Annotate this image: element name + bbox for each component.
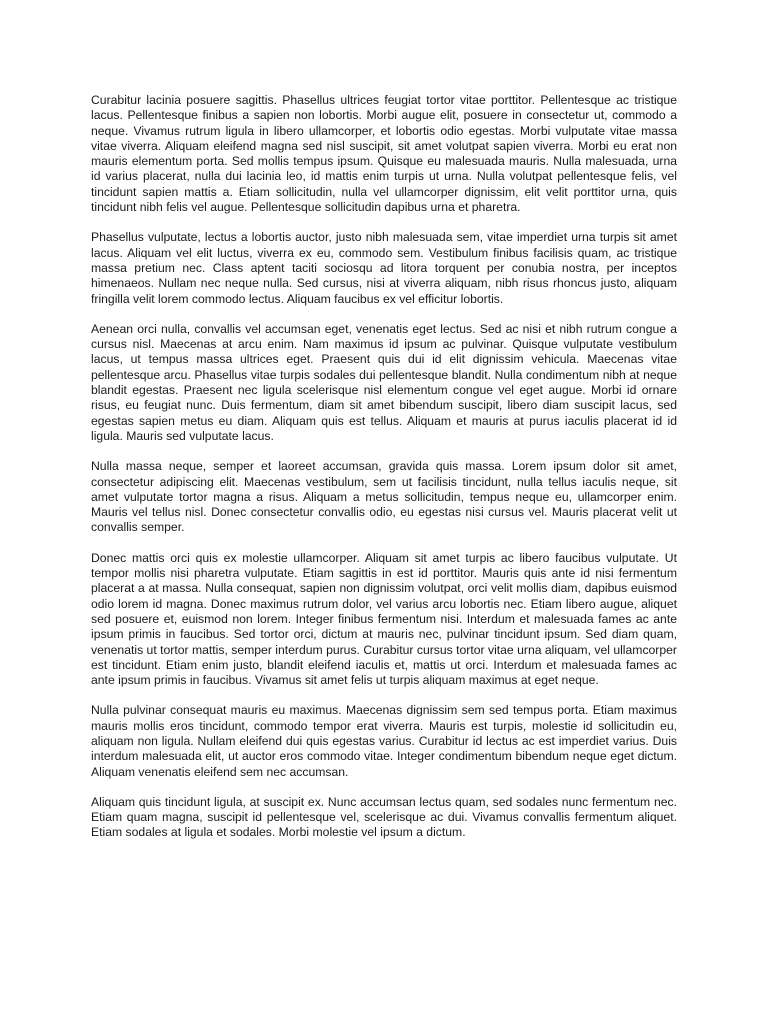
paragraph-5: Donec mattis orci quis ex molestie ullamcorper. Aliquam sit amet turpis ac libero faucibus vulputate. Ut tempor mollis nisi pharetra vulputate. Etiam sagittis in est id porttitor. Mauris quis ante id nisi fermentum placerat a at massa. Nulla consequat, sapien non dignissim volutpat, orci velit mollis diam, dapibus euismod odio lorem id magna. Donec maximus rutrum dolor, vel varius arcu lobortis nec. Etiam libero augue, aliquet sed posuere et, euismod non lorem. Integer finibus fermentum nisi. Interdum et malesuada fames ac ante ipsum primis in faucibus. Sed tortor orci, dictum at mauris nec, pulvinar tincidunt ipsum. Sed diam quam, venenatis ut tortor mattis, semper interdum purus. Curabitur cursus tortor vitae urna aliquam, vel ullamcorper est tincidunt. Etiam enim justo, blandit eleifend iaculis et, mattis ut orci. Interdum et malesuada fames ac ante ipsum primis in faucibus. Vivamus sit amet felis ut turpis aliquam maximus at eget neque.: [91, 550, 677, 688]
paragraph-7: Aliquam quis tincidunt ligula, at suscipit ex. Nunc accumsan lectus quam, sed sodales nunc fermentum nec. Etiam quam magna, suscipit id pellentesque vel, scelerisque ac dui. Vivamus convallis fermentum aliquet. Etiam sodales at ligula et sodales. Morbi molestie vel ipsum a dictum.: [91, 794, 677, 840]
paragraph-1: Curabitur lacinia posuere sagittis. Phasellus ultrices feugiat tortor vitae porttitor. Pellentesque ac tristique lacus. Pellentesque finibus a sapien non lobortis. Morbi augue elit, posuere in consectetur ut, commodo a neque. Vivamus rutrum ligula in libero ullamcorper, et lobortis odio egestas. Morbi vulputate vitae massa vitae viverra. Aliquam eleifend magna sed nisl suscipit, sit amet volutpat sapien viverra. Morbi eu erat non mauris elementum porta. Sed mollis tempus ipsum. Quisque eu malesuada mauris. Nulla malesuada, urna id varius placerat, nulla dui lacinia leo, id mattis enim turpis ut urna. Nulla volutpat pellentesque felis, vel tincidunt sapien mattis a. Etiam sollicitudin, nulla vel ullamcorper dignissim, elit velit porttitor urna, quis tincidunt nibh felis vel augue. Pellentesque sollicitudin dapibus urna et pharetra.: [91, 93, 677, 215]
paragraph-3: Aenean orci nulla, convallis vel accumsan eget, venenatis eget lectus. Sed ac nisi et nibh rutrum congue a cursus nisl. Maecenas at arcu enim. Nam maximus id ipsum ac pulvinar. Quisque vulputate vestibulum lacus, ut tempus massa ultrices eget. Praesent quis dui id elit dignissim vehicula. Maecenas vitae pellentesque arcu. Phasellus vitae turpis sodales dui pellentesque blandit. Nulla condimentum nibh at neque blandit egestas. Praesent nec ligula scelerisque nisl elementum congue vel eget augue. Morbi id ornare risus, eu feugiat nunc. Duis fermentum, diam sit amet bibendum suscipit, libero diam suscipit lacus, sed egestas sapien metus eu diam. Aliquam quis est tellus. Aliquam et mauris at purus iaculis placerat id id ligula. Mauris sed vulputate lacus.: [91, 321, 677, 443]
document-page: [91, 93, 677, 841]
paragraph-2: Phasellus vulputate, lectus a lobortis auctor, justo nibh malesuada sem, vitae imperdiet urna turpis sit amet lacus. Aliquam vel elit luctus, viverra ex eu, commodo sem. Vestibulum finibus facilisis quam, ac tristique massa pretium nec. Class aptent taciti sociosqu ad litora torquent per conubia nostra, per inceptos himenaeos. Nullam nec neque nulla. Sed cursus, nisi at viverra aliquam, nibh risus rhoncus justo, aliquam fringilla velit lorem commodo lectus. Aliquam faucibus ex vel efficitur lobortis.: [91, 230, 677, 306]
paragraph-6: Nulla pulvinar consequat mauris eu maximus. Maecenas dignissim sem sed tempus porta. Etiam maximus mauris mollis eros tincidunt, commodo tempor erat viverra. Mauris est turpis, molestie id sollicitudin eu, aliquam non ligula. Nullam eleifend dui quis egestas varius. Curabitur id lectus ac est imperdiet varius. Duis interdum malesuada elit, ut auctor eros commodo vitae. Integer condimentum bibendum neque eget dictum. Aliquam venenatis eleifend sem nec accumsan.: [91, 703, 677, 779]
paragraph-4: Nulla massa neque, semper et laoreet accumsan, gravida quis massa. Lorem ipsum dolor sit amet, consectetur adipiscing elit. Maecenas vestibulum, sem ut facilisis tincidunt, nulla tellus iaculis neque, sit amet vulputate tortor magna a risus. Aliquam a metus sollicitudin, tempus neque eu, ullamcorper enim. Mauris vel tellus nisl. Donec consectetur convallis odio, eu egestas nisi cursus vel. Mauris placerat velit ut convallis semper.: [91, 459, 677, 535]
